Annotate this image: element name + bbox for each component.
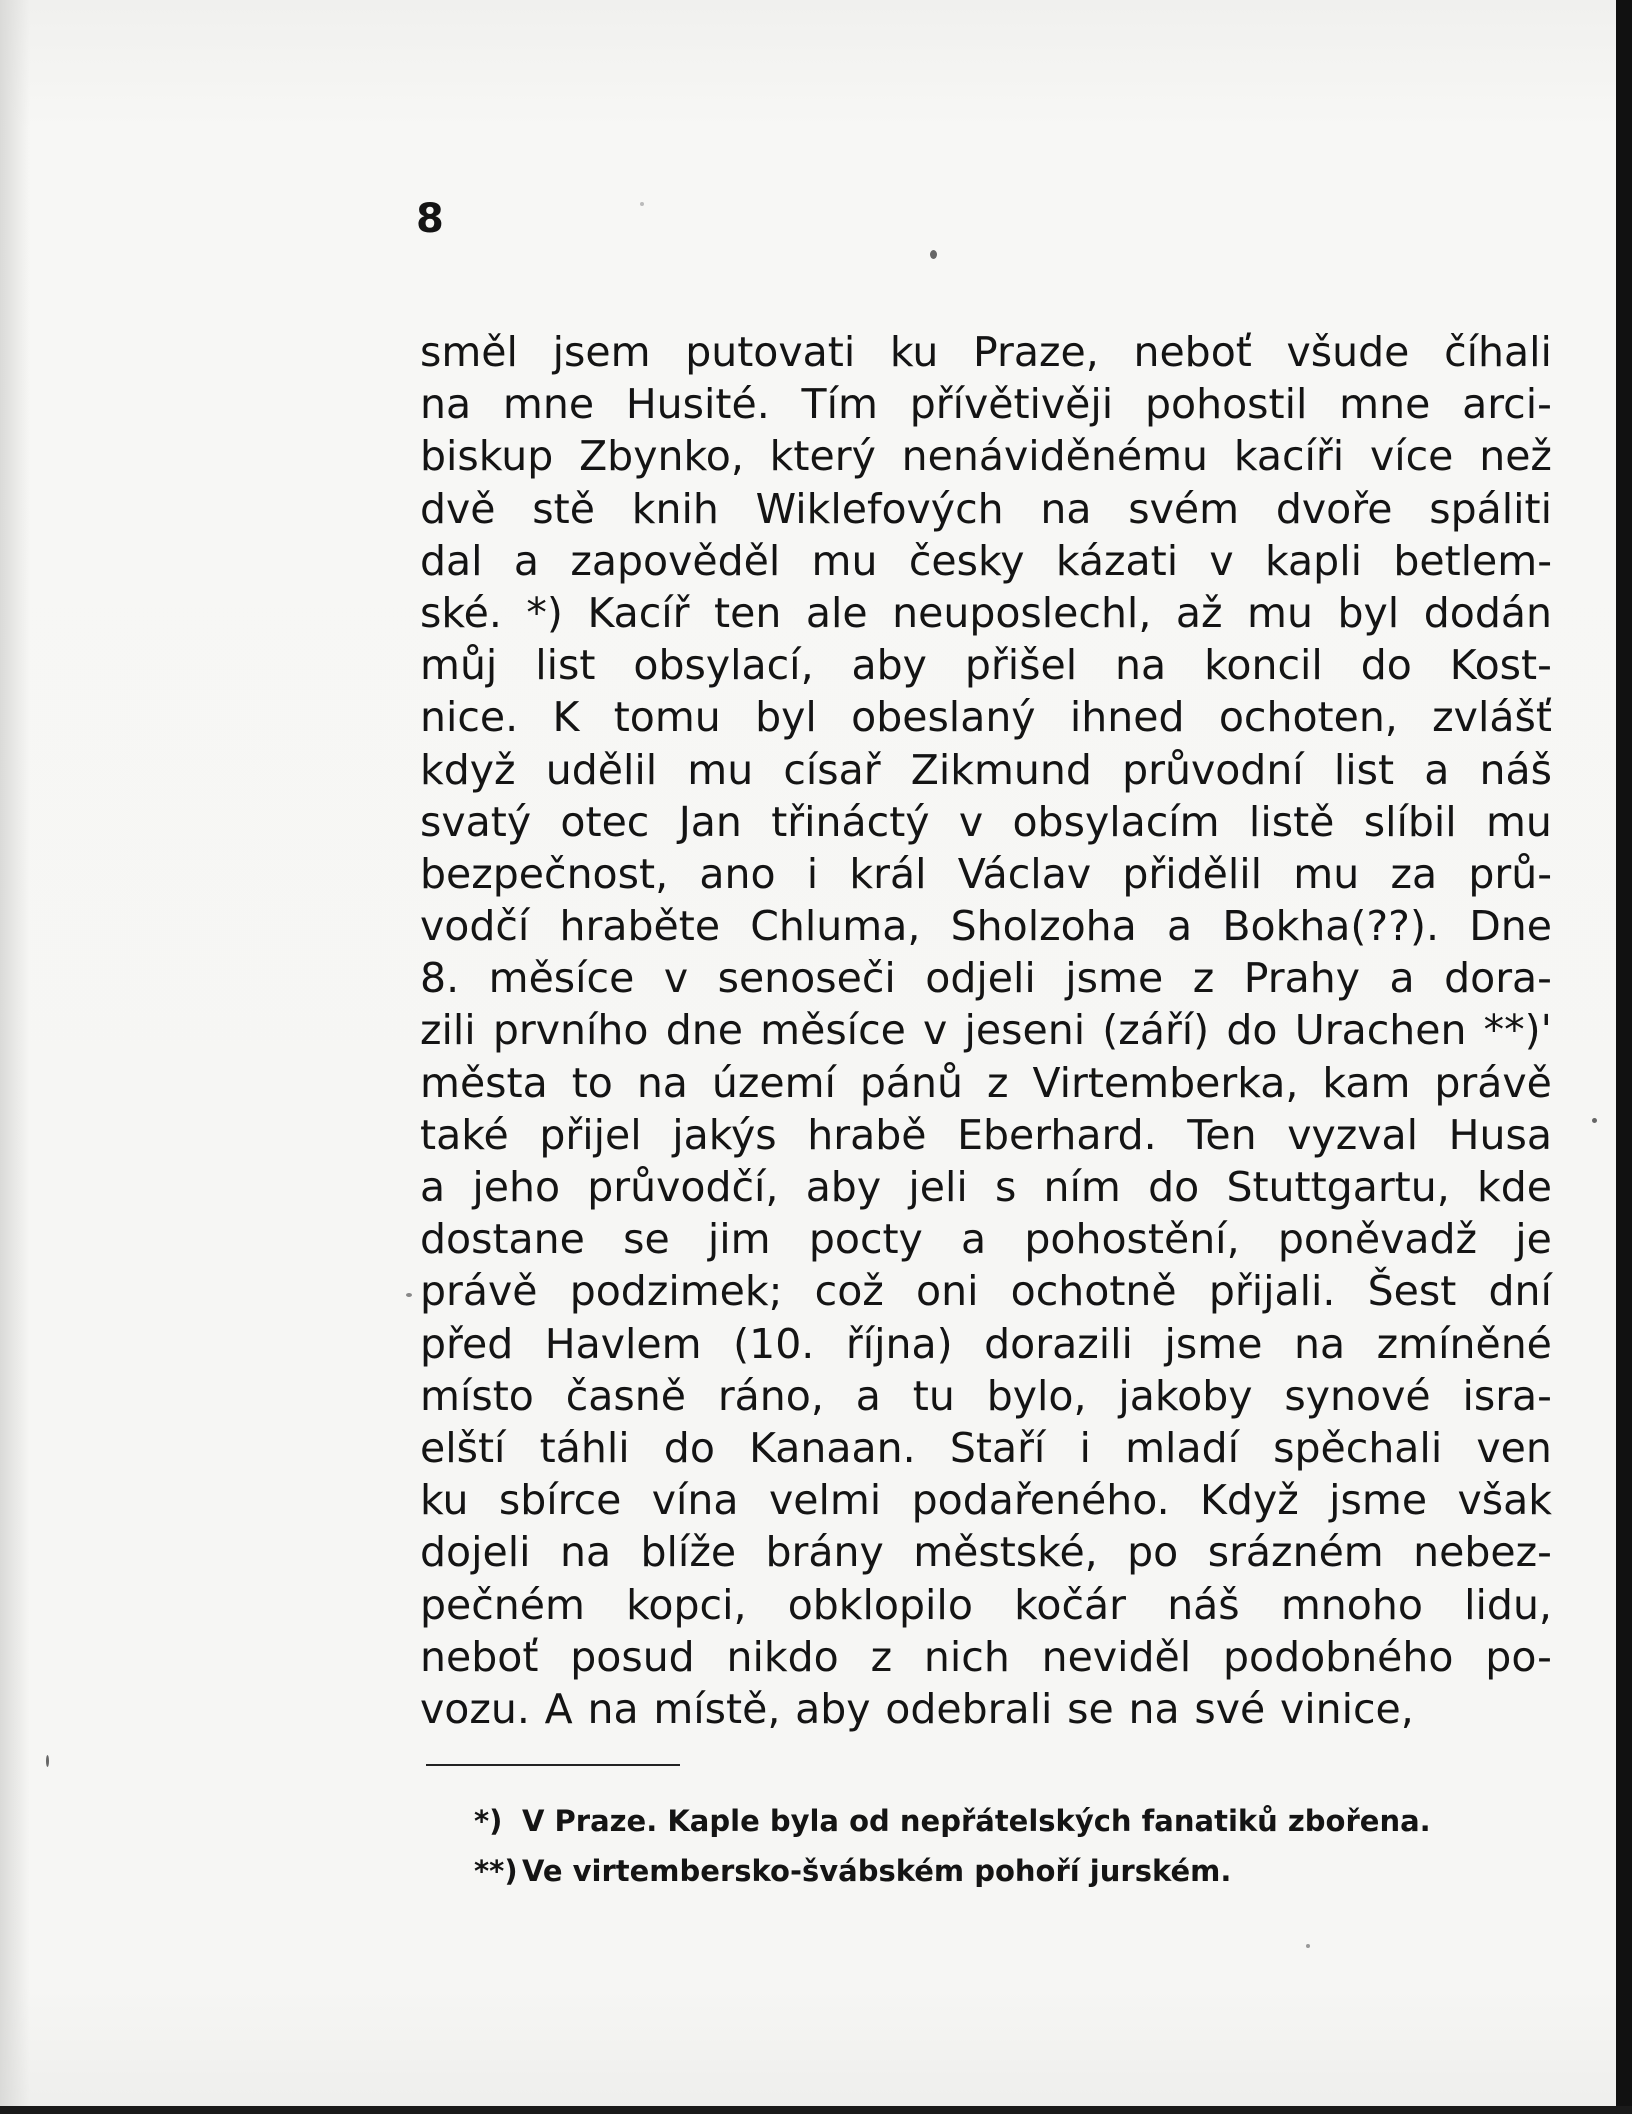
word: Sholzoha <box>950 902 1137 951</box>
word: dvě <box>420 484 496 533</box>
word: na <box>420 380 472 429</box>
text-line <box>420 1265 1552 1317</box>
word: Husa <box>1448 1110 1552 1159</box>
word: na <box>1115 641 1167 690</box>
word: ven <box>1476 1423 1552 1472</box>
text-line <box>420 1161 1552 1213</box>
word: místě, <box>653 1684 781 1733</box>
text-line <box>420 1213 1552 1265</box>
text-line <box>420 587 1552 639</box>
word: a <box>513 536 539 585</box>
word: pohostil <box>1144 380 1308 429</box>
word: česky <box>908 536 1025 585</box>
word: pohostění, <box>1024 1215 1240 1264</box>
word: neboť <box>420 1632 539 1681</box>
word: náš <box>1479 745 1552 794</box>
word: dal <box>420 536 483 585</box>
word: oni <box>916 1267 979 1316</box>
word: do <box>1226 1006 1278 1055</box>
word: Ten <box>1187 1110 1257 1159</box>
word: Když <box>1200 1476 1299 1525</box>
word: táhli <box>539 1423 630 1472</box>
word: spáliti <box>1429 484 1552 533</box>
word: ské. <box>420 588 502 637</box>
word: aby <box>805 1163 882 1211</box>
word: byl <box>755 693 817 742</box>
word: Zikmund <box>910 745 1092 794</box>
scan-speck <box>1592 1118 1597 1123</box>
scan-speck <box>1306 1944 1310 1948</box>
word: mnoho <box>1280 1580 1423 1629</box>
word: časně <box>565 1371 686 1420</box>
word: dojeli <box>420 1528 531 1577</box>
text-line <box>420 1004 1552 1056</box>
word: s <box>994 1163 1017 1211</box>
text-line <box>420 639 1552 691</box>
word: K <box>552 693 580 742</box>
word: neuposlechl, <box>892 588 1152 637</box>
word: i <box>806 849 819 898</box>
word: nice. <box>420 693 519 742</box>
word: Václav <box>957 849 1092 898</box>
word: do <box>1148 1163 1200 1211</box>
body-text <box>420 326 1552 1735</box>
word: na <box>1128 1684 1180 1733</box>
word: Eberhard. <box>957 1110 1157 1159</box>
word: odebrali <box>885 1684 1053 1733</box>
word: můj <box>420 641 498 690</box>
word: a <box>420 1163 446 1211</box>
word: vozu. <box>420 1684 530 1733</box>
word: dora- <box>1444 954 1552 1003</box>
word: Prahy <box>1243 954 1360 1003</box>
word: stě <box>532 484 595 533</box>
word: odjeli <box>925 954 1036 1003</box>
word: když <box>420 745 516 794</box>
word: jeli <box>908 1163 968 1211</box>
word: listě <box>1248 797 1335 846</box>
footnotes <box>474 1796 1564 1896</box>
word: na <box>559 1528 612 1577</box>
word: zvlášť <box>1432 693 1552 742</box>
word: průvodčí, <box>587 1163 779 1211</box>
scan-speck <box>406 1293 412 1297</box>
word: přívětivěji <box>909 380 1114 429</box>
word: i <box>1079 1423 1091 1472</box>
word: až <box>1175 588 1223 637</box>
word: jakoby <box>1118 1371 1253 1420</box>
word: putovati <box>685 328 856 376</box>
word: slíbil <box>1363 797 1457 846</box>
word: ochoten, <box>1218 693 1398 742</box>
word: tu <box>912 1371 955 1420</box>
word: přišel <box>964 641 1078 690</box>
word: dostane <box>420 1215 585 1264</box>
text-line <box>420 796 1552 848</box>
word: ano <box>699 849 776 898</box>
word: z <box>1192 954 1215 1003</box>
word: jsme <box>1065 954 1164 1003</box>
word: kde <box>1477 1163 1552 1211</box>
word: blíže <box>640 1528 737 1577</box>
word: do <box>663 1423 715 1472</box>
word: kopci, <box>626 1580 747 1629</box>
word: místo <box>420 1371 534 1420</box>
word: číhali <box>1444 328 1552 376</box>
word: synové <box>1284 1371 1431 1420</box>
word: více <box>1369 432 1454 481</box>
word: území <box>711 1058 836 1107</box>
word: po <box>1127 1528 1179 1577</box>
word: po- <box>1485 1632 1552 1681</box>
word: se <box>623 1215 670 1264</box>
word: ihned <box>1069 693 1185 742</box>
word: Urachen <box>1294 1006 1467 1055</box>
word: Dne <box>1469 902 1552 951</box>
word: senoseči <box>717 954 896 1003</box>
word: dvoře <box>1275 484 1393 533</box>
scan-border-right <box>1616 0 1632 2114</box>
word: z <box>870 1632 893 1681</box>
word: dodán <box>1423 588 1552 637</box>
footnote-mark: *) <box>474 1804 503 1838</box>
word: svatý <box>420 797 532 846</box>
word: podzimek; <box>569 1267 783 1316</box>
word: obklopilo <box>787 1580 973 1629</box>
word: ku <box>889 328 939 376</box>
word: městské, <box>913 1528 1098 1577</box>
word: Tím <box>801 380 878 429</box>
text-line <box>420 848 1552 900</box>
word: vinice, <box>1279 1684 1414 1733</box>
word: však <box>1457 1476 1552 1525</box>
text-line <box>420 1318 1552 1370</box>
word: jeho <box>472 1163 561 1211</box>
word: průvodní <box>1122 745 1304 794</box>
word: spěchali <box>1273 1423 1443 1472</box>
word: zmíněné <box>1376 1319 1552 1368</box>
word: jsme <box>1329 1476 1428 1525</box>
text-line <box>420 483 1552 535</box>
word: Bokha(??). <box>1222 902 1439 951</box>
word: Wiklefových <box>755 484 1004 533</box>
word: ním <box>1043 1163 1121 1211</box>
word: bezpečnost, <box>420 849 669 898</box>
text-line <box>420 1526 1552 1578</box>
word: lidu, <box>1464 1580 1552 1629</box>
word: bylo, <box>986 1371 1087 1420</box>
word: 8. <box>420 954 460 1003</box>
word: svém <box>1128 484 1240 533</box>
word: také <box>420 1110 509 1159</box>
word: podařeného. <box>911 1476 1170 1525</box>
word: nebez- <box>1413 1528 1552 1577</box>
footnote-text: V Praze. Kaple byla od nepřátelských fanatiků zbořena. <box>522 1804 1431 1838</box>
word: před <box>420 1319 514 1368</box>
word: obsylacím <box>1012 797 1220 846</box>
word: měsíce <box>488 954 635 1003</box>
word: Virtemberka, <box>1032 1058 1299 1107</box>
text-line <box>420 1370 1552 1422</box>
word: dne <box>665 1006 743 1055</box>
word: isra- <box>1462 1371 1552 1420</box>
word: dní <box>1488 1267 1552 1316</box>
text-line <box>420 691 1552 743</box>
word: nich <box>923 1632 1010 1681</box>
word: dorazili <box>984 1319 1133 1368</box>
word: aby <box>851 641 927 690</box>
word: Husité. <box>625 380 770 429</box>
word: Staří <box>949 1423 1046 1472</box>
word: jsem <box>552 328 651 376</box>
footnote-mark: **) <box>474 1854 518 1888</box>
word: to <box>571 1058 613 1107</box>
text-line <box>420 1057 1552 1109</box>
word: ale <box>805 588 868 637</box>
word: na <box>1293 1319 1346 1368</box>
word: mne <box>1339 380 1431 429</box>
word: brány <box>765 1528 884 1577</box>
word: nikdo <box>726 1632 839 1681</box>
word: a <box>855 1371 881 1420</box>
word: v <box>923 1006 948 1055</box>
word: náš <box>1167 1580 1240 1629</box>
word: tomu <box>613 693 721 742</box>
text-line <box>420 326 1552 378</box>
word: právě <box>420 1267 538 1316</box>
word: Stuttgartu, <box>1226 1163 1450 1211</box>
word: císař <box>783 745 881 794</box>
word: elští <box>420 1423 506 1472</box>
word: kázati <box>1055 536 1179 585</box>
word: pánů <box>859 1058 964 1107</box>
word: a <box>1424 745 1450 794</box>
word: neviděl <box>1041 1632 1192 1681</box>
text-line <box>420 535 1552 587</box>
word: všude <box>1286 328 1410 376</box>
word: měsíce <box>760 1006 906 1055</box>
footnote-text: Ve virtembersko-švábském pohoří jurském. <box>522 1854 1232 1888</box>
word: list <box>535 641 596 690</box>
word: pečném <box>420 1580 585 1629</box>
word: obeslaný <box>851 693 1036 742</box>
word: a <box>961 1215 987 1264</box>
word: ku <box>420 1476 469 1525</box>
word: právě <box>1434 1058 1552 1107</box>
word: vodčí <box>420 902 530 951</box>
word: srázném <box>1207 1528 1384 1577</box>
footnote-divider <box>426 1764 680 1766</box>
word: nenáviděnému <box>901 432 1209 481</box>
page-gutter-shadow <box>0 0 30 2114</box>
word: obsylací, <box>633 641 814 690</box>
word: knih <box>631 484 719 533</box>
scan-speck <box>640 202 644 206</box>
scan-speck <box>46 1755 49 1767</box>
word: mu <box>1293 849 1360 898</box>
word: vína <box>651 1476 739 1525</box>
word: jsme <box>1164 1319 1263 1368</box>
word: který <box>769 432 876 481</box>
word: zapověděl <box>570 536 781 585</box>
word: za <box>1390 849 1438 898</box>
word: Kanaan. <box>749 1423 916 1472</box>
word: října) <box>845 1319 953 1368</box>
word: ráno, <box>717 1371 824 1420</box>
word: jeseni <box>964 1006 1086 1055</box>
word: arci- <box>1462 380 1552 429</box>
word: Kost- <box>1449 641 1552 690</box>
word: do <box>1360 641 1412 690</box>
word: na <box>636 1058 688 1107</box>
text-line <box>420 378 1552 430</box>
word: velmi <box>768 1476 882 1525</box>
word: mu <box>1247 588 1313 637</box>
word: biskup <box>420 432 554 481</box>
word: Chluma, <box>750 902 921 951</box>
word: Šest <box>1367 1267 1457 1316</box>
word: otec <box>560 797 650 846</box>
scan-border-bottom <box>0 2106 1632 2114</box>
text-line <box>420 744 1552 796</box>
word: přijel <box>539 1110 642 1159</box>
word: vyzval <box>1287 1110 1419 1159</box>
word: *) <box>526 588 563 637</box>
word: ochotně <box>1010 1267 1177 1316</box>
word: jim <box>707 1215 771 1264</box>
word: třináctý <box>771 797 930 846</box>
word: na <box>1040 484 1092 533</box>
word: v <box>1209 536 1234 585</box>
word: byl <box>1337 588 1400 637</box>
word: (září) <box>1102 1006 1210 1055</box>
word: v <box>663 954 689 1003</box>
word: (10. <box>733 1319 815 1368</box>
word: **)' <box>1483 1006 1552 1055</box>
word: Havlem <box>544 1319 702 1368</box>
word: list <box>1333 745 1395 794</box>
word: prů- <box>1468 849 1552 898</box>
word: mu <box>811 536 878 585</box>
word: hraběte <box>559 902 721 951</box>
word: což <box>814 1267 884 1316</box>
word: v <box>958 797 984 846</box>
word: zili <box>420 1006 476 1055</box>
text-line <box>420 900 1552 952</box>
text-line <box>420 1683 1552 1735</box>
word: prvního <box>492 1006 649 1055</box>
word: pocty <box>808 1215 923 1264</box>
word: své <box>1194 1684 1266 1733</box>
text-line <box>420 952 1552 1004</box>
word: se <box>1067 1684 1114 1733</box>
word: A <box>544 1684 573 1733</box>
text-line <box>420 1579 1552 1631</box>
word: jakýs <box>672 1110 777 1159</box>
word: betlem- <box>1393 536 1552 585</box>
word: Kacíř <box>587 588 690 637</box>
word: koncil <box>1204 641 1323 690</box>
word: přijali. <box>1208 1267 1336 1316</box>
text-line <box>420 1474 1552 1526</box>
word: směl <box>420 328 518 376</box>
word: posud <box>570 1632 695 1681</box>
word: na <box>587 1684 639 1733</box>
word: mu <box>687 745 754 794</box>
word: ten <box>714 588 782 637</box>
word: je <box>1515 1215 1552 1264</box>
footnote <box>474 1846 1564 1896</box>
word: kacíři <box>1233 432 1345 481</box>
page-number: 8 <box>416 196 444 242</box>
word: král <box>849 849 927 898</box>
word: Praze, <box>973 328 1099 376</box>
word: sbírce <box>498 1476 622 1525</box>
word: poněvadž <box>1277 1215 1478 1264</box>
word: mladí <box>1125 1423 1239 1472</box>
word: kam <box>1322 1058 1411 1107</box>
word: udělil <box>545 745 658 794</box>
word: města <box>420 1058 548 1107</box>
word: než <box>1479 432 1552 481</box>
word: hrabě <box>807 1110 927 1159</box>
footnote <box>474 1796 1564 1846</box>
text-line <box>420 1422 1552 1474</box>
word: z <box>986 1058 1009 1107</box>
scan-speck <box>930 250 937 259</box>
word: Zbynko, <box>579 432 744 481</box>
word: Jan <box>678 797 742 846</box>
word: přidělil <box>1122 849 1263 898</box>
word: a <box>1167 902 1193 951</box>
word: mne <box>502 380 595 429</box>
word: kapli <box>1265 536 1362 585</box>
text-line <box>420 1631 1552 1683</box>
word: kočár <box>1014 1580 1126 1629</box>
text-line <box>420 1109 1552 1161</box>
text-line <box>420 430 1552 482</box>
word: a <box>1389 954 1415 1003</box>
word: mu <box>1485 797 1552 846</box>
word: aby <box>795 1684 871 1733</box>
word: neboť <box>1133 328 1252 376</box>
word: podobného <box>1222 1632 1454 1681</box>
